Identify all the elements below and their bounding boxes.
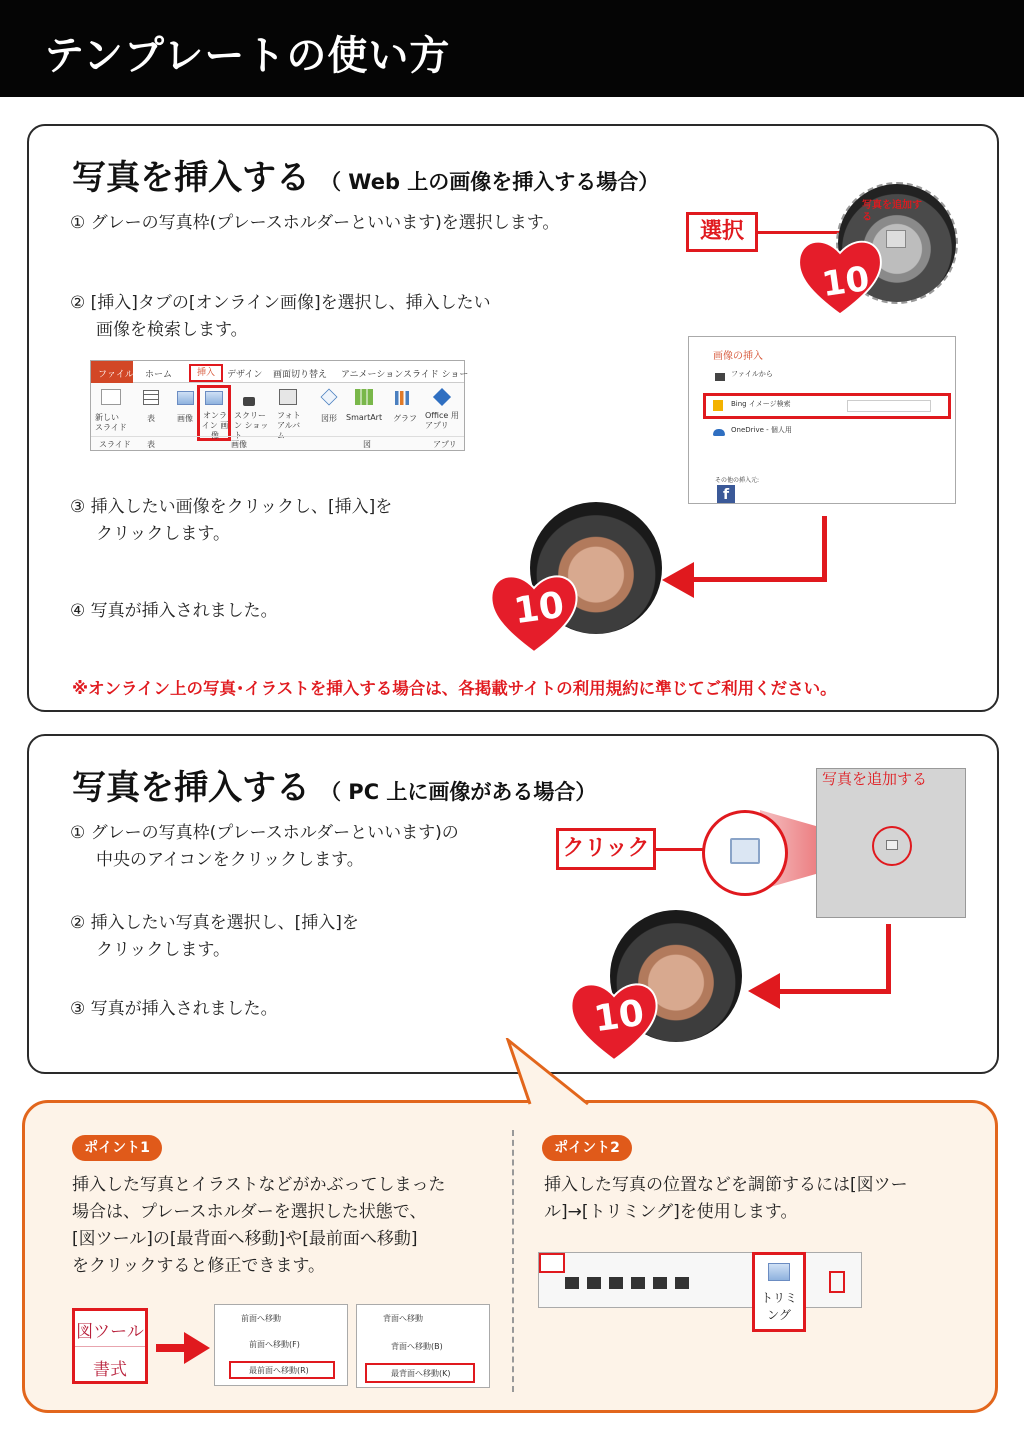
bring-forward-menu	[214, 1304, 348, 1386]
onedrive-icon	[713, 429, 725, 436]
shapes-icon	[321, 389, 338, 406]
ribbon-tab-transitions[interactable]: 画面切り替え	[273, 370, 328, 380]
section1-step4: ④ 写真が挿入されました。	[70, 601, 278, 621]
ribbon-group-slides: スライド	[99, 440, 131, 449]
usage-note: ※オンライン上の写真･イラストを挿入する場合は、各掲載サイトの利用規約に準じてご利用ください。	[72, 679, 837, 698]
crop-icon	[768, 1263, 790, 1281]
ribbon-group-images: 画像	[231, 440, 247, 449]
ribbon-group-illustrations: 図	[363, 440, 371, 449]
heart-number: 10	[819, 258, 872, 306]
ribbon-item-new-slide[interactable]: 新しい スライド	[95, 413, 127, 432]
click-label: クリック	[556, 828, 656, 870]
gray-placeholder-text: 写真を追加する	[822, 770, 928, 788]
crop-label: トリミング	[760, 1291, 797, 1322]
ribbon-item-photo-album[interactable]: フォト アルバ	[277, 411, 301, 430]
table-icon	[143, 390, 159, 405]
bring-forward-item[interactable]: 前面へ移動(F)	[249, 1340, 300, 1349]
insert-picture-dialog	[688, 336, 956, 504]
style-thumb-2[interactable]	[587, 1277, 601, 1289]
dialog-title: 画像の挿入	[713, 351, 763, 362]
smartart-icon	[355, 389, 373, 405]
bring-forward-header[interactable]: 前面へ移動	[241, 1314, 281, 1323]
arrow-connector-1	[822, 516, 827, 582]
style-thumb-6[interactable]	[675, 1277, 689, 1289]
section2-step3: ③ 写真が挿入されました。	[70, 999, 278, 1019]
ribbon-tab-file[interactable]: ファイル	[98, 370, 134, 380]
section2-title: 写真を挿入する （ PC 上に画像がある場合）	[72, 768, 597, 808]
point2-text: 挿入した写真の位置などを調節するには[図ツー ル]→[トリミング]を使用します。	[544, 1175, 908, 1222]
arrow-right-icon	[156, 1330, 210, 1366]
section2-subtitle: （ PC 上に画像がある場合）	[320, 780, 597, 804]
ribbon-item-office-apps[interactable]: Office 用 アプリ	[425, 411, 459, 430]
send-backward-menu	[356, 1304, 490, 1388]
office-apps-icon	[433, 388, 451, 406]
picture-icon	[177, 391, 194, 405]
ribbon-item-picture[interactable]: 画像	[177, 414, 193, 423]
dialog-row-bing[interactable]: Bing イメージ検索	[731, 400, 791, 408]
ribbon-item-screenshot[interactable]: スクリーン ショッ	[234, 411, 269, 430]
ribbon-group-tables: 表	[147, 440, 155, 449]
heart-number: 10	[511, 584, 567, 633]
point1-badge: ポイント1	[72, 1135, 162, 1161]
picture-tools-label: 図ツール	[75, 1317, 145, 1347]
ribbon-item-table[interactable]: 表	[147, 414, 155, 423]
ribbon-tab-home[interactable]: ホーム	[145, 370, 173, 380]
ribbon-group-apps: アプリ	[433, 440, 457, 449]
ribbon-screenshot	[90, 360, 469, 451]
heart-number: 10	[591, 992, 647, 1041]
add-picture-icon[interactable]	[730, 838, 760, 864]
point1-text: 挿入した写真とイラストなどがかぶってしまった 場合は、プレースホルダーを選択した状態で、 [図ツール]の[最背面へ移動]や[最前面へ移動] をクリックすると修正できます。	[72, 1175, 446, 1276]
picture-format-ribbon	[538, 1252, 862, 1308]
style-thumb-5[interactable]	[653, 1277, 667, 1289]
bing-icon	[713, 400, 723, 411]
bring-to-front-item[interactable]: 最前面へ移動(R)	[249, 1366, 309, 1375]
point2-badge: ポイント2	[542, 1135, 632, 1161]
ribbon-tab-design[interactable]: デザイン	[227, 370, 263, 380]
arrow-left-icon	[662, 562, 694, 598]
section1-step3: ③ 挿入したい画像をクリックし、[挿入]を クリックします。	[70, 497, 393, 544]
bing-search-box[interactable]	[847, 400, 931, 412]
arrow-connector-2	[886, 924, 891, 994]
dialog-row-onedrive[interactable]: OneDrive - 個人用	[731, 426, 792, 434]
page-header	[0, 0, 1024, 97]
send-backward-item[interactable]: 背面へ移動(B)	[391, 1342, 443, 1351]
ribbon-tab-slideshow[interactable]: スライド ショー	[403, 370, 469, 380]
ribbon-item-chart[interactable]: グラフ	[393, 414, 417, 423]
select-label: 選択	[686, 212, 758, 252]
online-picture-icon	[205, 391, 223, 405]
points-divider	[512, 1130, 514, 1392]
style-thumb-1[interactable]	[565, 1277, 579, 1289]
ribbon-item-online-picture[interactable]: オンライン 画	[201, 411, 229, 430]
section2-step2: ② 挿入したい写真を選択し、[挿入]を クリックします。	[70, 913, 359, 960]
send-backward-header[interactable]: 背面へ移動	[383, 1314, 423, 1323]
section1-title: 写真を挿入する （ Web 上の画像を挿入する場合）	[72, 158, 660, 198]
placeholder-center-icon	[886, 230, 906, 248]
section2-step1: ① グレーの写真枠(プレースホルダーといいます)の 中央のアイコンをクリックします。	[70, 823, 459, 870]
section1-step2: ② [挿入]タブの[オンライン画像]を選択し、挿入したい 画像を検索します。	[70, 293, 491, 340]
photo-album-icon	[279, 389, 297, 405]
ribbon-tab-insert[interactable]: 挿入	[189, 364, 223, 382]
send-to-back-item[interactable]: 最背面へ移動(K)	[391, 1369, 451, 1378]
section1-subtitle: （ Web 上の画像を挿入する場合）	[320, 170, 660, 194]
chart-icon	[395, 391, 409, 405]
format-tab-label: 書式	[93, 1360, 127, 1380]
speech-bubble-tail	[500, 1038, 600, 1106]
facebook-icon[interactable]: f	[717, 485, 735, 503]
arrow-left-icon	[748, 973, 780, 1009]
ribbon-tab-animations[interactable]: アニメーション	[341, 370, 404, 380]
crop-button[interactable]	[752, 1252, 806, 1332]
page-title: テンプレートの使い方	[44, 33, 451, 79]
picture-tools-box[interactable]	[72, 1308, 148, 1384]
section1-step1: ① グレーの写真枠(プレースホルダーといいます)を選択します。	[70, 213, 560, 233]
ribbon-item-shapes[interactable]: 図形	[321, 414, 337, 423]
placeholder-overlay-text: 写真を追加する	[862, 200, 922, 223]
folder-icon	[715, 373, 725, 381]
style-thumb-4[interactable]	[631, 1277, 645, 1289]
dialog-footer: その他の挿入元:	[715, 477, 760, 484]
ribbon-item-smartart[interactable]: SmartArt	[346, 413, 383, 422]
style-thumb-3[interactable]	[609, 1277, 623, 1289]
new-slide-icon	[101, 389, 121, 405]
dialog-row-file[interactable]: ファイルから	[731, 370, 773, 378]
screenshot-icon	[243, 397, 255, 406]
placeholder-small-icon	[886, 840, 898, 850]
